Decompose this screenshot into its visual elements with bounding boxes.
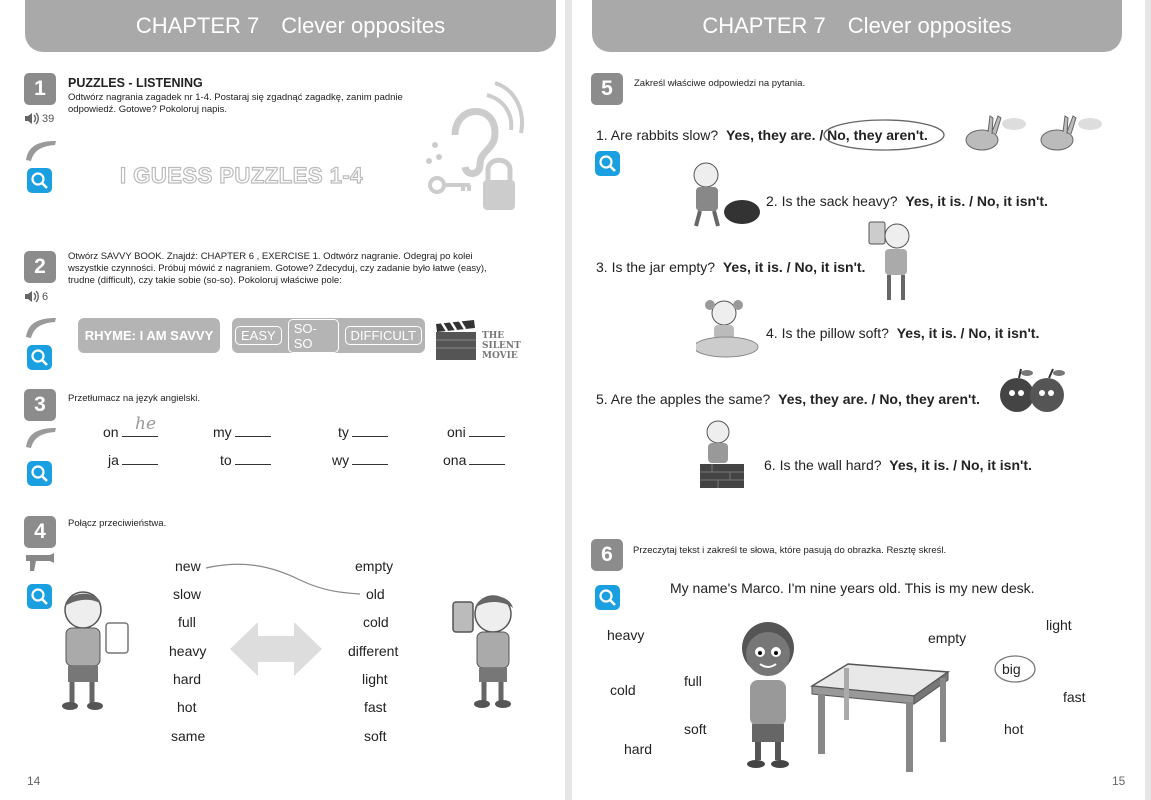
left-page: [0, 0, 565, 800]
apples-illustration: [997, 365, 1069, 417]
translate-item[interactable]: wy: [332, 450, 388, 468]
exercise-2-number: 2: [24, 251, 56, 283]
page-number: 14: [27, 774, 41, 788]
question-6: 6. Is the wall hard? Yes, it is. / No, it isn't.: [764, 457, 1032, 473]
match-word-left[interactable]: same: [171, 728, 206, 744]
match-line-example: [200, 560, 365, 600]
answer-yes[interactable]: Yes, they are.: [778, 391, 868, 407]
answer-no[interactable]: No, they aren't.: [879, 391, 980, 407]
translate-item[interactable]: oni: [447, 422, 505, 440]
magnifier-icon[interactable]: [595, 585, 620, 610]
answer-no[interactable]: No, they aren't.: [827, 127, 928, 143]
question-2: 2. Is the sack heavy? Yes, it is. / No, it isn't.: [766, 193, 1048, 209]
magnifier-icon[interactable]: [27, 461, 52, 486]
word-light[interactable]: light: [1046, 617, 1072, 633]
boy-with-jar-illustration: [48, 588, 138, 713]
word-full[interactable]: full: [684, 673, 702, 689]
boy-with-full-jar-illustration: [445, 590, 530, 710]
chapter-label: CHAPTER 7: [135, 13, 260, 38]
boomerang-icon: [24, 425, 58, 449]
movie-line-1: THE: [482, 331, 505, 341]
question-1: 1. Are rabbits slow? Yes, they are. / No, they aren't.: [596, 127, 928, 143]
answer-yes[interactable]: Yes, it is.: [896, 325, 957, 341]
match-word-right[interactable]: cold: [363, 614, 389, 630]
match-word-right[interactable]: fast: [364, 699, 387, 715]
audio-track-6[interactable]: [24, 290, 48, 303]
boy-with-sack-illustration: [684, 160, 764, 230]
girl-on-pillow-illustration: [696, 295, 761, 360]
chapter-title: Clever opposites: [281, 13, 446, 38]
answer-circle-example: [820, 116, 950, 154]
boy-with-jar-illustration: [865, 216, 915, 306]
rhyme-label: RHYME: I AM SAVVY: [78, 318, 220, 353]
answer-yes[interactable]: Yes, it is.: [722, 259, 783, 275]
audio-number: 39: [42, 112, 55, 125]
exercise-1-instruction: Odtwórz nagrania zagadek nr 1-4. Postaraj się zgadnąć zagadkę, zanim padnie odpowiedź. Gotowe? Pokoloruj napis.: [68, 92, 403, 115]
match-word-left[interactable]: hot: [177, 699, 197, 715]
option-easy[interactable]: EASY: [235, 326, 282, 345]
audio-track-39[interactable]: [24, 112, 54, 125]
question-5: 5. Are the apples the same? Yes, they are. / No, they aren't.: [596, 391, 980, 407]
boy-marco-illustration: [732, 612, 807, 770]
word-hard[interactable]: hard: [624, 741, 653, 757]
running-rabbits-illustration: [962, 110, 1107, 158]
word-empty[interactable]: empty: [928, 630, 967, 646]
match-word-right[interactable]: light: [362, 671, 388, 687]
word-fast[interactable]: fast: [1063, 689, 1086, 705]
exercise-1-number: 1: [24, 73, 56, 105]
answer-no[interactable]: No, it isn't.: [794, 259, 866, 275]
boy-on-wall-illustration: [698, 418, 748, 490]
match-word-right[interactable]: soft: [364, 728, 387, 744]
match-word-left[interactable]: new: [175, 558, 201, 574]
speaker-icon: [24, 112, 40, 125]
match-word-left[interactable]: hard: [173, 671, 202, 687]
match-word-right[interactable]: old: [366, 586, 385, 602]
exercise-6-instruction: Przeczytaj tekst i zakreśl te słowa, które pasują do obrazka. Resztę skreśl.: [633, 545, 947, 556]
reading-text: My name's Marco. I'm nine years old. This is my new desk.: [670, 580, 1035, 596]
match-word-right[interactable]: empty: [355, 558, 394, 574]
word-hot[interactable]: hot: [1004, 721, 1024, 737]
translate-item[interactable]: to: [220, 450, 271, 468]
answer-no[interactable]: No, it isn't.: [968, 325, 1040, 341]
outline-title-to-color: I GUESS PUZZLES 1-4: [120, 163, 363, 188]
word-heavy[interactable]: heavy: [607, 627, 645, 643]
chapter-title: Clever opposites: [847, 13, 1012, 38]
ear-key-lock-icon: [425, 75, 525, 215]
exercise-5-number: 5: [591, 73, 623, 105]
word-circle-example: [992, 652, 1038, 686]
translate-item[interactable]: ona: [443, 450, 505, 468]
word-cold[interactable]: cold: [610, 682, 636, 698]
right-page: [572, 0, 1145, 800]
movie-line-3: MOVIE: [482, 351, 518, 361]
desk-illustration: [810, 660, 952, 778]
translate-item[interactable]: my: [213, 422, 271, 440]
exercise-3-number: 3: [24, 389, 56, 421]
translate-item[interactable]: ja: [108, 450, 158, 468]
word-soft[interactable]: soft: [684, 721, 707, 737]
translate-item[interactable]: ty: [338, 422, 388, 440]
question-3: 3. Is the jar empty? Yes, it is. / No, it isn't.: [596, 259, 866, 275]
question-4: 4. Is the pillow soft? Yes, it is. / No, it isn't.: [766, 325, 1040, 341]
match-word-left[interactable]: heavy: [169, 643, 207, 659]
option-difficult[interactable]: DIFFICULT: [345, 326, 422, 345]
magnifier-icon[interactable]: [595, 151, 620, 176]
movie-line-2: SILENT: [482, 341, 521, 351]
chapter-header: [592, 0, 1122, 52]
option-so-so[interactable]: SO-SO: [288, 319, 339, 353]
double-arrow-icon: [228, 620, 324, 678]
exercise-4-number: 4: [24, 516, 56, 548]
translate-item[interactable]: on: [103, 422, 158, 440]
exercise-2-instruction: Otwórz SAVVY BOOK. Znajdź: CHAPTER 6 , EXERCISE 1. Odtwórz nagranie. Odegraj po kolei wszystkie czynności. Próbuj mówić z nagraniem. Gotowe? Zdecyduj, czy zadanie było łatwe (easy), trudne (difficult), czy takie sobie (so-so). Pokoloruj właściwe pole:: [68, 251, 487, 286]
clapperboard-icon: [434, 318, 478, 362]
example-answer: he: [135, 414, 157, 434]
word-big[interactable]: big: [1002, 661, 1021, 677]
hairdryer-icon: [24, 551, 56, 573]
exercise-3-instruction: Przetłumacz na język angielski.: [68, 393, 200, 404]
magnifier-icon[interactable]: [27, 345, 52, 370]
chapter-label: CHAPTER 7: [702, 13, 826, 38]
exercise-1-title: PUZZLES - LISTENING: [68, 76, 203, 90]
magnifier-icon[interactable]: [27, 168, 52, 193]
speaker-icon: [24, 290, 40, 303]
answer-yes[interactable]: Yes, it is.: [905, 193, 966, 209]
exercise-4-instruction: Połącz przeciwieństwa.: [68, 518, 167, 529]
chapter-header: [25, 0, 556, 52]
answer-no[interactable]: No, it isn't.: [976, 193, 1048, 209]
audio-number: 6: [42, 290, 49, 303]
difficulty-options: [232, 318, 425, 353]
match-word-right[interactable]: different: [348, 643, 399, 659]
answer-yes[interactable]: Yes, they are.: [725, 127, 816, 143]
match-word-left[interactable]: full: [178, 614, 196, 630]
answer-yes[interactable]: Yes, it is.: [889, 457, 950, 473]
exercise-5-instruction: Zakreśl właściwe odpowiedzi na pytania.: [634, 78, 806, 89]
boomerang-icon: [24, 315, 58, 339]
silent-movie-label: [482, 331, 521, 361]
boomerang-icon: [24, 138, 58, 162]
answer-no[interactable]: No, it isn't.: [960, 457, 1032, 473]
page-number: 15: [1112, 774, 1126, 788]
match-word-left[interactable]: slow: [173, 586, 202, 602]
exercise-6-number: 6: [591, 539, 623, 571]
